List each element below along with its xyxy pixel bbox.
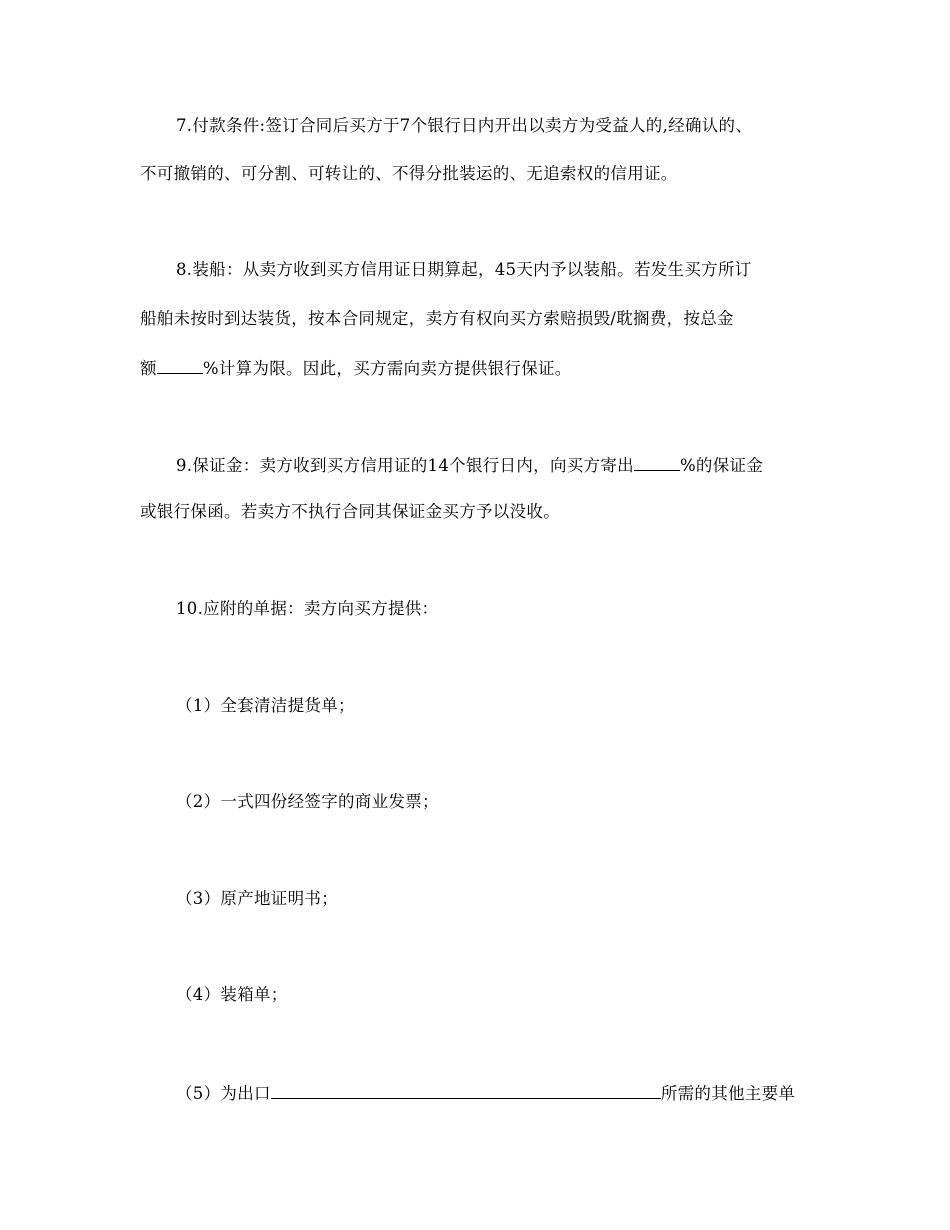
export-blank: [271, 1082, 661, 1099]
clause-8-line-2: 船舶未按时到达装货，按本合同规定，卖方有权向买方索赔损毁/耽搁费，按总金: [140, 309, 734, 328]
document-item-1: （1）全套清洁提货单；: [176, 696, 355, 715]
clause-8-line-3: [140, 357, 820, 379]
document-item-5-end: 所需的其他主要单: [660, 1084, 796, 1103]
clause-8-line-3-end: %计算为限。因此，买方需向卖方提供银行保证。: [202, 359, 572, 378]
document-item-3: （3）原产地证明书；: [176, 889, 338, 908]
clause-9-line-1-end: %的保证金: [679, 456, 764, 475]
clause-8-line-3-start: 额: [140, 359, 157, 378]
clause-7-line-1: 7.付款条件:签订合同后买方于7个银行日内开出以卖方为受益人的,经确认的、: [176, 116, 753, 135]
deposit-percentage-blank: [634, 454, 680, 471]
document-item-4: （4）装箱单；: [176, 985, 288, 1004]
clause-9-line-1-start: 9.保证金：卖方收到买方信用证的14个银行日内，向买方寄出: [176, 456, 634, 475]
document-item-2: （2）一式四份经签字的商业发票；: [176, 792, 439, 811]
document-item-5-start: （5）为出口: [176, 1084, 271, 1103]
document-item-5: [176, 1082, 856, 1104]
clause-8-line-1: 8.装船：从卖方收到买方信用证日期算起，45天内予以装船。若发生买方所订: [176, 260, 752, 279]
clause-9-line-2: 或银行保函。若卖方不执行合同其保证金买方予以没收。: [140, 502, 560, 521]
clause-7-line-2: 不可撤销的、可分割、可转让的、不得分批装运的、无追索权的信用证。: [140, 164, 678, 183]
percentage-blank: [157, 357, 203, 374]
clause-9-line-1: [176, 454, 856, 476]
clause-10-title: 10.应附的单据：卖方向买方提供：: [176, 599, 439, 618]
